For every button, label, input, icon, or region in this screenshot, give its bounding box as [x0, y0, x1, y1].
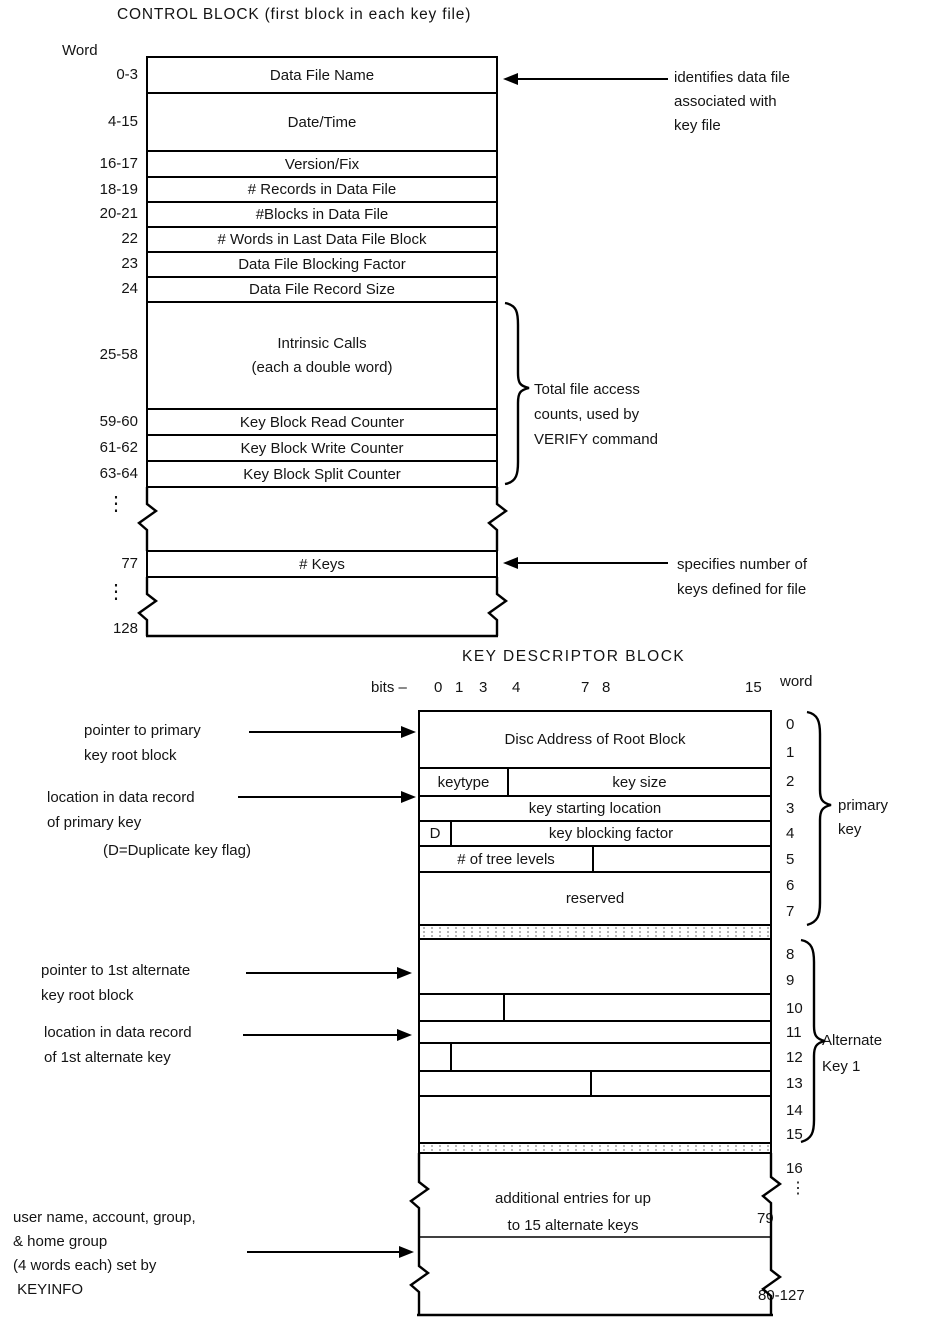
- kdb-word-number: 0: [786, 716, 795, 733]
- kdb-bits-label: bits –: [371, 679, 407, 696]
- kdb-row-alt-tree-levels: [418, 1070, 772, 1097]
- cell-divider: [450, 1044, 452, 1070]
- kdb-word-number: 7: [786, 903, 795, 920]
- annotation-pointer-primary: pointer to primary key root block: [84, 722, 201, 764]
- kdb-word-number-79: 79: [757, 1210, 774, 1227]
- cb-word-label: 16-17: [99, 155, 138, 172]
- cb-word-label: 24: [121, 280, 138, 297]
- kdb-word-number: 2: [786, 773, 795, 790]
- kdb-word-number: 3: [786, 800, 795, 817]
- cb-row-read-counter: Key Block Read Counter: [146, 408, 498, 436]
- cell-divider: [592, 847, 594, 871]
- cb-word-header: Word: [62, 42, 98, 59]
- brace-label-alternate-key-1: Alternate Key 1: [822, 1032, 883, 1075]
- torn-edge-left: [411, 1237, 428, 1315]
- torn-edge-left: [139, 577, 156, 636]
- kdb-word-number: 10: [786, 1000, 803, 1017]
- kdb-row-alt-pointer: [418, 938, 772, 995]
- kdb-row-disc-address: Disc Address of Root Block: [418, 710, 772, 769]
- control-block-title: CONTROL BLOCK (first block in each key file): [117, 6, 472, 23]
- kdb-cell-d-flag: D: [429, 825, 441, 842]
- kdb-row-tree-levels: [418, 845, 772, 873]
- cb-row-num-keys: # Keys: [146, 550, 498, 578]
- arrow-location-alternate: [243, 1029, 412, 1041]
- kdb-word-number: 13: [786, 1075, 803, 1092]
- cb-word-label: 0-3: [116, 66, 138, 83]
- cb-word-label: 4-15: [107, 113, 138, 130]
- torn-edge-right: [489, 487, 506, 551]
- kdb-row-dflag-blocking: [418, 820, 772, 847]
- cb-word-label: 18-19: [99, 181, 138, 198]
- cb-word-label: 59-60: [99, 413, 138, 430]
- cb-row-split-counter: Key Block Split Counter: [146, 460, 498, 488]
- cb-row-num-blocks: #Blocks in Data File: [146, 201, 498, 228]
- torn-edge-right: [489, 577, 506, 636]
- arrow-location-primary: [238, 791, 416, 803]
- kdb-bit-number: 4: [512, 679, 521, 696]
- annotation-location-alternate: location in data record of 1st alternate key: [44, 1024, 192, 1066]
- annotation-identifies-data-file: identifies data file associated with key file: [674, 69, 790, 134]
- cb-word-label: 128: [112, 620, 138, 637]
- annotation-specifies-number-keys: specifies number of keys defined for file: [677, 556, 808, 598]
- annotation-duplicate-key-flag: (D=Duplicate key flag): [103, 842, 251, 859]
- arrow-pointer-primary: [249, 726, 416, 738]
- kdb-word-number: 12: [786, 1049, 803, 1066]
- kdb-ellipsis: ⋮: [790, 1180, 806, 1197]
- cb-word-label: 23: [121, 255, 138, 272]
- kdb-row-keytype-keysize: [418, 767, 772, 797]
- kdb-cell-tree-levels: # of tree levels: [457, 850, 555, 868]
- kdb-word-number: 9: [786, 972, 795, 989]
- kdb-row-alt-reserved: [418, 1095, 772, 1144]
- kdb-additional-entries: additional entries for up to 15 alternate keys: [495, 1190, 651, 1234]
- cb-row-version-fix: Version/Fix: [146, 150, 498, 178]
- kdb-bit-number: 1: [455, 679, 464, 696]
- cb-word-label: 77: [121, 555, 138, 572]
- kdb-separator-hatched: [418, 1142, 772, 1154]
- kdb-word-number: 5: [786, 851, 795, 868]
- kdb-bit-number: 0: [434, 679, 443, 696]
- kdb-bit-number: 15: [745, 679, 762, 696]
- key-descriptor-block-title: KEY DESCRIPTOR BLOCK: [462, 648, 686, 665]
- torn-edge-left: [139, 487, 156, 551]
- cb-row-record-size: Data File Record Size: [146, 276, 498, 303]
- kdb-row-alt-keytype: [418, 993, 772, 1022]
- kdb-cell-keytype: keytype: [437, 773, 490, 791]
- kdb-row-alt-location: [418, 1020, 772, 1044]
- kdb-word-header: word: [780, 673, 813, 690]
- annotation-total-file-access: Total file access counts, used by VERIFY command: [534, 381, 658, 448]
- cb-row-date-time: Date/Time: [146, 92, 498, 152]
- kdb-bit-number: 8: [602, 679, 611, 696]
- brace-label-primary-key: primary key: [838, 797, 889, 838]
- cb-word-label: 25-58: [99, 346, 138, 363]
- kdb-bit-number: 3: [479, 679, 488, 696]
- kdb-bit-number: 7: [581, 679, 590, 696]
- kdb-row-reserved: reserved: [418, 871, 772, 926]
- brace-total-file-access: [505, 303, 529, 484]
- cb-row-intrinsic-calls: [146, 301, 498, 410]
- arrow-identifies-data-file: [503, 73, 668, 85]
- kdb-word-number-80-127: 80-127: [758, 1287, 805, 1304]
- kdb-word-number: 15: [786, 1126, 803, 1143]
- kdb-row-alt-dflag: [418, 1042, 772, 1072]
- arrow-specifies-number-keys: [503, 557, 668, 569]
- kdb-row-key-start: key starting location: [418, 795, 772, 822]
- cb-intrinsic-calls-line2: (each a double word): [251, 358, 393, 376]
- kdb-word-number: 1: [786, 744, 795, 761]
- cb-intrinsic-calls-line1: Intrinsic Calls: [277, 334, 367, 352]
- kdb-cell-key-blocking: key blocking factor: [548, 825, 674, 842]
- annotation-keyinfo: user name, account, group, & home group (4 words each) set by KEYINFO: [13, 1209, 196, 1298]
- kdb-word-number: 14: [786, 1102, 803, 1119]
- cb-ellipsis: ⋮: [106, 493, 126, 515]
- kdb-word-number: 11: [786, 1024, 802, 1041]
- cb-word-label: 22: [121, 230, 138, 247]
- kdb-word-number: 4: [786, 825, 795, 842]
- kdb-word-number: 6: [786, 877, 795, 894]
- cb-word-label: 20-21: [99, 205, 138, 222]
- cb-row-blocking-factor: Data File Blocking Factor: [146, 251, 498, 278]
- brace-primary-key: [807, 712, 831, 925]
- cb-row-data-file-name: Data File Name: [146, 56, 498, 94]
- cb-row-words-last-block: # Words in Last Data File Block: [146, 226, 498, 253]
- cb-row-write-counter: Key Block Write Counter: [146, 434, 498, 462]
- kdb-word-number-16: 16: [786, 1160, 803, 1177]
- annotation-location-primary: location in data record of primary key: [47, 789, 195, 831]
- kdb-word-number: 8: [786, 946, 795, 963]
- cb-ellipsis: ⋮: [106, 581, 126, 603]
- cb-word-label: 61-62: [99, 439, 138, 456]
- arrow-keyinfo: [247, 1246, 414, 1258]
- cell-divider: [590, 1072, 592, 1095]
- arrow-pointer-alternate: [246, 967, 412, 979]
- cb-row-num-records: # Records in Data File: [146, 176, 498, 203]
- cell-divider: [503, 995, 505, 1020]
- kdb-cell-key-size: key size: [612, 773, 667, 791]
- annotation-pointer-alternate: pointer to 1st alternate key root block: [41, 962, 191, 1004]
- cb-word-label: 63-64: [99, 465, 138, 482]
